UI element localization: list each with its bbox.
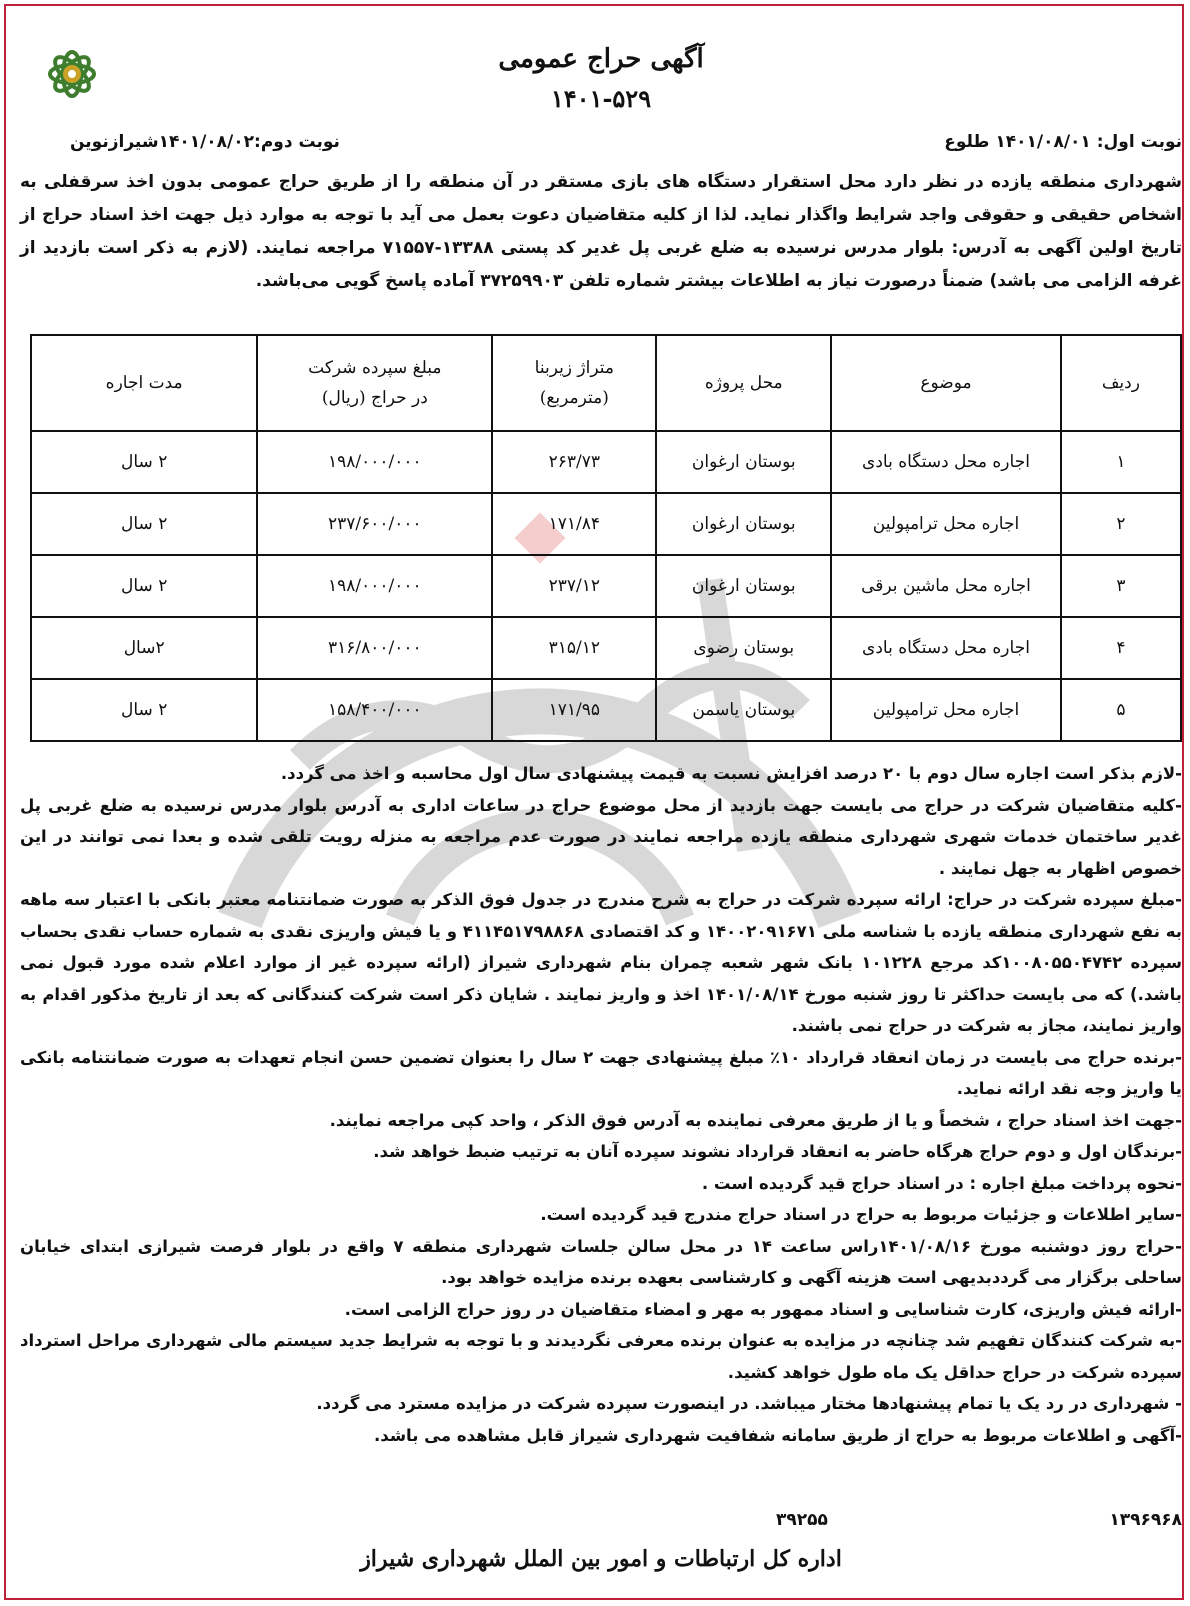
condition-item: -نحوه پرداخت مبلغ اجاره : در اسناد حراج قید گردیده است . [701, 1173, 1182, 1193]
cell-area: ۲۶۳/۷۳ [492, 431, 656, 493]
cell-deposit: ۳۱۶/۸۰۰/۰۰۰ [257, 617, 492, 679]
table-row [31, 431, 1181, 493]
second-insertion: نوبت دوم:۱۴۰۱/۰۸/۰۲شیرازنوین [70, 132, 340, 152]
condition-item: -به شرکت کنندگان تفهیم شد چنانچه در مزایده به عنوان برنده معرفی نگردیدند و با توجه به شرایط جدید سیستم مالی شهرداری مراحل استرداد سپرده شرکت در حراج حداقل یک ماه طول خواهد کشید. [20, 1331, 1182, 1382]
cell-location: بوستان ارغوان [656, 431, 831, 493]
table-row [31, 493, 1181, 555]
intro-paragraph: شهرداری منطقه یازده در نظر دارد محل استقرار دستگاه های بازی مستقر در آن منطقه را از طریق حراج عمومی بدون اخذ سرقفلی به اشخاص حقیقی و حقوقی واجد شرایط واگذار نماید. لذا از کلیه متقاضیان دعوت بعمل می آید با توجه به موارد ذیل جهت اخذ اسناد حراج از تاریخ اولین آگهی به آدرس: بلوار مدرس نرسیده به ضلع غربی پل غدیر کد پستی ۱۳۳۸۸-۷۱۵۵۷ مراجعه نمایند. (لازم به ذکر است بازدید از غرفه الزامی می باشد) ضمناً درصورت نیاز به اطلاعات بیشتر شماره تلفن ۳۷۲۵۹۹۰۳ آماده پاسخ گویی می‌باشد. [20, 172, 1182, 291]
conditions-list [20, 758, 1182, 1451]
condition-item: -سایر اطلاعات و جزئیات مربوط به حراج در اسناد حراج مندرج قید گردیده است. [540, 1205, 1182, 1224]
condition-item: -برنده حراج می بایست در زمان انعقاد قرارداد ۱۰٪ مبلغ پیشنهادی جهت ۲ سال را بعنوان تضمین حسن انجام تعهدات به صورت ضمانتنامه بانکی یا واریز وجه نقد ارائه نماید. [20, 1047, 1182, 1098]
cell-row-number: ۳ [1061, 555, 1181, 617]
cell-deposit: ۲۳۷/۶۰۰/۰۰۰ [257, 493, 492, 555]
condition-item: -مبلغ سپرده شرکت در حراج: ارائه سپرده شرکت در حراج به شرح مندرج در جدول فوق الذکر به صورت ضمانتنامه معتبر بانکی با اعتبار سه ماهه به نفع شهرداری منطقه یازده با شناسه ملی ۱۴۰۰۲۰۹۱۶۷۱ و کد اقتصادی ۴۱۱۴۵۱۷۹۸۸۶۸ و یا فیش واریزی نقدی به شماره حساب نقدی بحساب سپرده ۱۰۰۸۰۵۵۰۴۷۴۲کد مرجع ۱۰۱۲۲۸ بانک شهر شعبه چمران بنام شهرداری شیراز (ارائه سپرده غیر از موارد اعلام شده مورد قبول نمی باشد.) که می بایست حداکثر تا روز شنبه مورخ ۱۴۰۱/۰۸/۱۴ اخذ و واریز نمایند . شایان ذکر است شرکت کنندگانی که بعد از تاریخ مذکور اقدام به واریز نمایند، مجاز به شرکت در حراج نمی باشند. [20, 890, 1183, 1035]
cell-subject: اجاره محل دستگاه بادی [831, 617, 1061, 679]
condition-item: -آگهی و اطلاعات مربوط به حراج از طریق سامانه شفافیت شهرداری شیراز قابل مشاهده می باشد. [374, 1425, 1182, 1445]
header-area-line1: متراژ زیربنا [534, 358, 614, 378]
reference-code-right: ۱۳۹۶۹۶۸ [1109, 1510, 1182, 1530]
cell-deposit: ۱۵۸/۴۰۰/۰۰۰ [257, 679, 492, 741]
cell-subject: اجاره محل ماشین برقی [831, 555, 1061, 617]
header-deposit-line1: مبلغ سپرده شرکت [308, 358, 442, 378]
cell-location: بوستان ارغوان [656, 493, 831, 555]
table-row [31, 679, 1181, 741]
condition-item: - شهرداری در رد یک یا تمام پیشنهادها مختار میباشد. در اینصورت سپرده شرکت در مزایده مسترد می گردد. [316, 1394, 1182, 1413]
cell-subject: اجاره محل ترامپولین [831, 679, 1061, 741]
notice-title: آگهی حراج عمومی [498, 44, 704, 74]
notice-frame [4, 4, 1184, 1600]
cell-deposit: ۱۹۸/۰۰۰/۰۰۰ [257, 431, 492, 493]
cell-subject: اجاره محل ترامپولین [831, 493, 1061, 555]
condition-item: -کلیه متقاضیان شرکت در حراج می بایست جهت بازدید از محل موضوع حراج در ساعات اداری به آدرس بلوار مدرس نرسیده به ضلع غربی پل غدیر ساختمان خدمات شهری شهرداری منطقه یازده مراجعه نمایند در صورت عدم مراجعه به منزله رویت تلقی شده و بعدا نمی توانند در این خصوص اظهار به جهل نمایند . [20, 795, 1182, 878]
condition-item: -برندگان اول و دوم حراج هرگاه حاضر به انعقاد قرارداد نشوند سپرده آنان به ترتیب ضبط خواهد شد. [373, 1142, 1182, 1161]
cell-row-number: ۱ [1061, 431, 1181, 493]
header-subject: موضوع [831, 335, 1061, 431]
cell-row-number: ۴ [1061, 617, 1181, 679]
cell-row-number: ۲ [1061, 493, 1181, 555]
cell-area: ۲۳۷/۱۲ [492, 555, 656, 617]
cell-duration: ۲ سال [31, 679, 257, 741]
notice-page [20, 20, 1182, 1600]
header-area [492, 335, 656, 431]
cell-duration: ۲ سال [31, 493, 257, 555]
table-row [31, 555, 1181, 617]
cell-area: ۳۱۵/۱۲ [492, 617, 656, 679]
header-deposit-line2: در حراج (ریال) [321, 388, 428, 408]
condition-item: -لازم بذکر است اجاره سال دوم با ۲۰ درصد افزایش نسبت به قیمت پیشنهادی سال اول محاسبه و اخذ می گردد. [280, 764, 1182, 783]
first-insertion: نوبت اول: ۱۴۰۱/۰۸/۰۱ طلوع [944, 132, 1182, 152]
cell-area: ۱۷۱/۹۵ [492, 679, 656, 741]
header-duration: مدت اجاره [31, 335, 257, 431]
issuer-footer: اداره کل ارتباطات و امور بین الملل شهرداری شیراز [360, 1546, 842, 1572]
cell-location: بوستان ارغوان [656, 555, 831, 617]
header-location: محل پروژه [656, 335, 831, 431]
header-deposit [257, 335, 492, 431]
cell-deposit: ۱۹۸/۰۰۰/۰۰۰ [257, 555, 492, 617]
header-row-number: ردیف [1061, 335, 1181, 431]
cell-location: بوستان یاسمن [656, 679, 831, 741]
lease-table [30, 334, 1182, 742]
reference-code-left: ۳۹۲۵۵ [776, 1510, 828, 1530]
cell-duration: ۲ سال [31, 431, 257, 493]
header-area-line2: (مترمربع) [539, 388, 609, 408]
table-row [31, 617, 1181, 679]
notice-number: ۱۴۰۱-۵۲۹ [550, 84, 652, 113]
condition-item: -حراج روز دوشنبه مورخ ۱۴۰۱/۰۸/۱۶راس ساعت ۱۴ در محل سالن جلسات شهرداری منطقه ۷ واقع در بلوار فرصت شیرازی ابتدای خیابان ساحلی برگزار می گرددبدیهی است هزینه آگهی و کارشناسی بعهده برنده مزایده خواهد بود. [20, 1236, 1182, 1287]
cell-duration: ۲سال [31, 617, 257, 679]
cell-area: ۱۷۱/۸۴ [492, 493, 656, 555]
cell-row-number: ۵ [1061, 679, 1181, 741]
condition-item: -جهت اخذ اسناد حراج ، شخصاً و یا از طریق معرفی نماینده به آدرس فوق الذکر ، واحد کپی مراجعه نمایند. [329, 1110, 1182, 1130]
condition-item: -ارائه فیش واریزی، کارت شناسایی و اسناد ممهور به مهر و امضاء متقاضیان در روز حراج الزامی است. [344, 1299, 1182, 1319]
table-header-row [31, 335, 1181, 431]
cell-duration: ۲ سال [31, 555, 257, 617]
cell-subject: اجاره محل دستگاه بادی [831, 431, 1061, 493]
cell-location: بوستان رضوی [656, 617, 831, 679]
